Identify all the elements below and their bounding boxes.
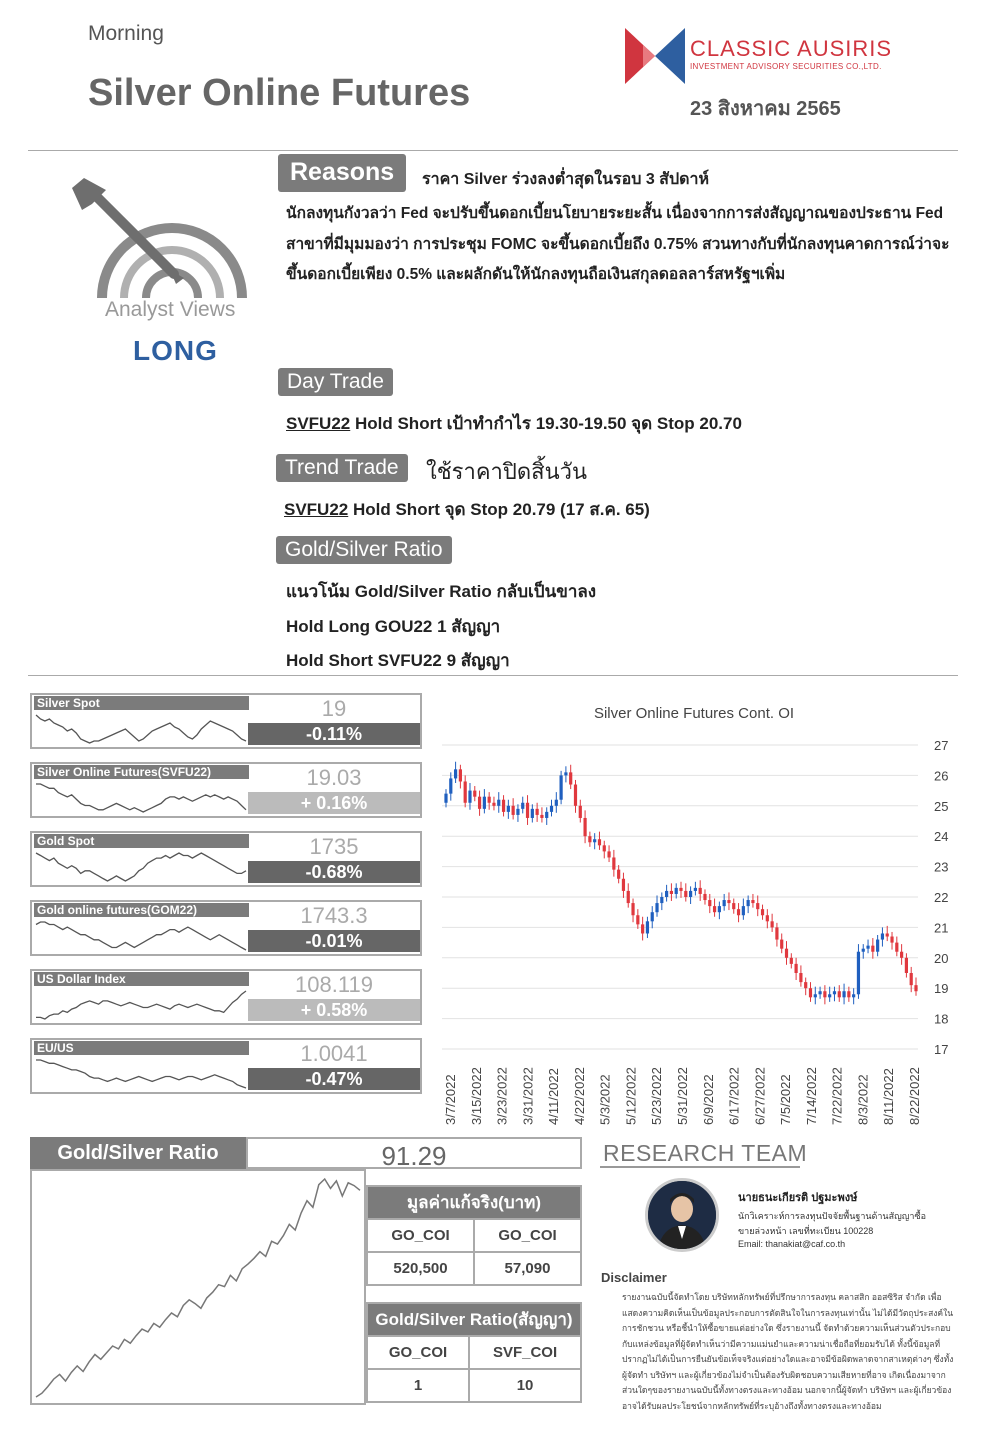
candle-body [454, 769, 457, 778]
disclaimer-line: การชักชวน หรือชี้นำให้ซื้อขายแต่อย่างใด ซึ่งรายงานนี้ จัดทำด้วยความเห็นส่วนตัวประกอบ [622, 1323, 951, 1333]
ticker-change: + 0.58% [248, 999, 420, 1021]
candle-body [617, 870, 620, 879]
candle-body [607, 851, 610, 857]
session-label: Morning [88, 22, 164, 45]
candle-body [512, 806, 515, 815]
y-tick-label: 17 [934, 1042, 949, 1057]
candle-body [536, 809, 539, 815]
candle-body [526, 803, 529, 818]
section-divider [28, 675, 958, 676]
candle-body [545, 812, 548, 818]
candle-body [560, 775, 563, 799]
candle-body [895, 943, 898, 952]
x-tick-label: 8/3/2022 [855, 1074, 871, 1125]
y-tick-label: 20 [934, 950, 949, 966]
disclaimer-line: กับแหล่งข้อมูลที่ผู้จัดทำเห็นว่ามีความแม่นยำและความน่าเชื่อถือที่ยอมรับได้ ทั้งนี้ข้อมูลที่ [622, 1338, 941, 1349]
research-team-title: RESEARCH TEAM [603, 1140, 808, 1166]
candle-body [785, 949, 788, 958]
candle-body [737, 909, 740, 915]
candle-body [838, 991, 841, 997]
ticker-price: 1.0041 [300, 1041, 368, 1066]
company-name: CLASSIC AUSIRIS [690, 36, 893, 61]
disclaimer-line: ปรากฏไม่ได้เป็นการยืนยันข้อเท็จจริงแต่อย่างใดและอาจมีข้อผิดพลาดจากสาเหตุต่างๆ ซึ่งทั้ง [622, 1354, 954, 1364]
candle-body [612, 857, 615, 869]
candle-body [516, 809, 519, 815]
candle-body [747, 900, 750, 906]
ticker-change: -0.01% [248, 930, 420, 952]
ticker-change: + 0.16% [248, 792, 420, 814]
ticker-sparkline [34, 918, 248, 954]
ticker-sparkline [34, 780, 248, 816]
x-tick-label: 8/22/2022 [907, 1067, 922, 1125]
candle-body [598, 839, 601, 845]
ratio-table-cell: 1 [367, 1369, 469, 1402]
candle-body [780, 940, 783, 949]
ticker-card [30, 1038, 422, 1094]
x-tick-label: 6/17/2022 [726, 1067, 742, 1125]
reasons-headline: ราคา Silver ร่วงลงต่ำสุดในรอบ 3 สัปดาห์ [422, 171, 710, 188]
value-table-header: GO_COI [474, 1219, 581, 1252]
candle-body [905, 958, 908, 973]
ticker-price: 19.03 [306, 765, 362, 790]
candle-body [886, 933, 889, 936]
candle-body [775, 927, 778, 939]
analyst-photo-icon [645, 1178, 719, 1252]
candle-body [890, 937, 893, 943]
y-tick-label: 23 [934, 859, 949, 875]
candle-body [588, 836, 591, 842]
y-tick-label: 18 [934, 1011, 949, 1027]
candle-body [732, 903, 735, 909]
candle-body [603, 845, 606, 851]
ticker-price: 19 [321, 696, 347, 721]
candle-body [555, 800, 558, 806]
ratio-table-header: GO_COI [367, 1336, 469, 1369]
day-trade-tag: Day Trade [278, 368, 393, 396]
candle-body [564, 772, 567, 775]
target-arrow-icon [62, 170, 252, 300]
y-tick-label: 27 [934, 738, 949, 753]
ticker-sparkline [34, 849, 248, 885]
candle-body [502, 800, 505, 812]
y-tick-label: 25 [934, 798, 949, 814]
ticker-card [30, 831, 422, 887]
candle-body [684, 891, 687, 897]
gold-silver-line: Hold Long GOU22 1 สัญญา [286, 617, 501, 636]
trend-trade-tag: Trend Trade [276, 454, 408, 482]
reason-line: ขึ้นดอกเบี้ยเพียง 0.5% และผลักดันให้นักลงทุนถือเงินสกุลดอลลาร์สหรัฐฯเพิ่ม [286, 266, 786, 283]
candle-body [636, 915, 639, 924]
trend-trade-symbol: SVFU22 [284, 500, 349, 519]
candle-body [914, 985, 917, 991]
ticker-price: 108.119 [295, 972, 373, 997]
candle-body [679, 888, 682, 891]
reason-line: นักลงทุนกังวลว่า Fed จะปรับขึ้นดอกเบี้ยนโยบายระยะสั้น เนื่องจากการส่งสัญญาณของประธาน Fed [286, 205, 944, 222]
ticker-card [30, 762, 422, 818]
candle-body [790, 958, 793, 964]
x-tick-label: 6/27/2022 [752, 1067, 768, 1125]
candle-body [818, 991, 821, 994]
candle-body [444, 794, 447, 803]
disclaimer-line: ส่วนใดๆของรายงานฉบับนี้ทั้งทางตรงและทางอ้อม นอกจากนี้ผู้จัดทำ บริษัทฯ และผู้เกี่ยวข้อง [622, 1385, 952, 1395]
candle-body [852, 994, 855, 997]
ticker-change: -0.68% [248, 861, 420, 883]
candle-body [814, 994, 817, 997]
candle-body [694, 888, 697, 891]
y-tick-label: 24 [934, 829, 949, 845]
disclaimer-line: ผู้จัดทำ บริษัทฯ และผู้เกี่ยวข้องไม่จำเป็นต้องรับผิดชอบความเสียหายที่อาจ เกิดเนื่องมาจาก [622, 1369, 946, 1380]
ticker-name: US Dollar Index [34, 972, 249, 986]
x-tick-label: 7/14/2022 [803, 1067, 819, 1125]
candle-body [550, 806, 553, 812]
value-table-header: GO_COI [367, 1219, 474, 1252]
y-tick-label: 22 [934, 890, 949, 905]
disclaimer-line: อาจได้รับผลประโยชน์จากหลักทรัพย์ที่ระบุอ้างถึงทั้งทางตรงและทางอ้อม [622, 1400, 882, 1411]
gsr-value: 91.29 [246, 1137, 582, 1169]
candle-body [799, 973, 802, 982]
candle-body [492, 803, 495, 806]
candle-body [876, 940, 879, 952]
candle-body [531, 809, 534, 818]
x-tick-label: 5/23/2022 [649, 1067, 665, 1125]
candle-body [809, 988, 812, 997]
ratio-table [366, 1302, 582, 1403]
silver-oi-chart [428, 695, 958, 1135]
candle-body [646, 921, 649, 933]
ticker-sparkline [34, 987, 248, 1023]
candle-body [766, 915, 769, 921]
candle-body [761, 909, 764, 915]
value-table-title: มูลค่าแก้จริง(บาท) [367, 1186, 581, 1219]
ticker-change: -0.11% [248, 723, 420, 745]
ticker-price: 1735 [309, 834, 359, 859]
x-tick-label: 8/11/2022 [881, 1068, 897, 1125]
trend-trade-line [284, 496, 650, 523]
candle-body [622, 879, 625, 891]
candle-body [579, 806, 582, 818]
ticker-name: Silver Spot [34, 696, 249, 710]
value-table [366, 1185, 582, 1286]
candle-body [583, 818, 586, 836]
disclaimer-line: รายงานฉบับนี้จัดทำโดย บริษัทหลักทรัพย์ที่ปรึกษาการลงทุน คลาสสิก ออสซิริส จำกัด เพื่อ [622, 1292, 942, 1302]
candle-body [473, 791, 476, 797]
ratio-table-cell: 10 [469, 1369, 581, 1402]
candle-body [675, 888, 678, 894]
candle-body [862, 949, 865, 952]
candle-body [751, 900, 754, 903]
candle-body [468, 791, 471, 803]
ticker-name: Gold Spot [34, 834, 249, 848]
candle-body [689, 891, 692, 897]
x-tick-label: 3/31/2022 [520, 1067, 536, 1125]
y-tick-label: 21 [934, 920, 949, 936]
candle-body [665, 891, 668, 897]
candle-body [670, 891, 673, 894]
reasons-tag: Reasons [278, 154, 406, 192]
trend-trade-text: Hold Short จุด Stop 20.79 (17 ส.ค. 65) [348, 500, 650, 519]
ticker-name: Gold online futures(GOM22) [34, 903, 249, 917]
sparkline-path [36, 715, 246, 743]
x-tick-label: 6/9/2022 [700, 1074, 716, 1125]
sparkline-path [36, 853, 246, 881]
candle-body [866, 946, 869, 949]
ticker-name: Silver Online Futures(SVFU22) [34, 765, 249, 779]
x-tick-label: 5/3/2022 [597, 1074, 613, 1125]
candle-body [823, 991, 826, 997]
candle-body [488, 797, 491, 803]
ticker-price: 1743.3 [300, 903, 368, 928]
candle-body [569, 772, 572, 784]
candle-body [833, 991, 836, 994]
classic-ausiris-logo-icon [625, 28, 685, 84]
ticker-sparkline [34, 1056, 248, 1092]
x-tick-label: 7/5/2022 [778, 1074, 794, 1125]
analyst-name: นายธนะเกียรติ ปฐมะพงษ์ [738, 1192, 858, 1204]
ticker-name: EU/US [34, 1041, 249, 1055]
ticker-card [30, 693, 422, 749]
candle-body [540, 815, 543, 818]
gold-silver-line: Hold Short SVFU22 9 สัญญา [286, 651, 510, 670]
candle-body [713, 906, 716, 912]
candle-body [847, 991, 850, 997]
candle-body [497, 800, 500, 806]
day-trade-line [286, 410, 742, 437]
sparkline-path [36, 991, 246, 1019]
candle-body [756, 903, 759, 909]
candle-body [483, 797, 486, 809]
candle-body [718, 906, 721, 912]
candle-body [795, 964, 798, 973]
disclaimer-line: แสดงความคิดเห็นเป็นข้อมูลประกอบการตัดสินใจในการลงทุนเท่านั้น ไม่ได้มีวัตถุประสงค์ใน [622, 1307, 954, 1318]
x-tick-label: 4/11/2022 [546, 1068, 562, 1125]
day-trade-text: Hold Short เป้าทำกำไร 19.30-19.50 จุด Stop 20.70 [350, 414, 742, 433]
ticker-card [30, 900, 422, 956]
sparkline-path [36, 784, 246, 812]
disclaimer-title: Disclaimer [601, 1270, 667, 1285]
candle-body [655, 903, 658, 912]
analyst-email: Email: thanakiat@caf.co.th [738, 1239, 846, 1249]
candle-body [703, 894, 706, 900]
candle-body [660, 897, 663, 903]
gold-silver-line: แนวโน้ม Gold/Silver Ratio กลับเป็นขาลง [286, 582, 597, 601]
x-tick-label: 3/15/2022 [468, 1067, 484, 1125]
candle-body [449, 778, 452, 793]
candle-body [910, 973, 913, 985]
ratio-table-header: SVF_COI [469, 1336, 581, 1369]
page-title: Silver Online Futures [88, 72, 471, 114]
sparkline-path [36, 1060, 246, 1088]
candle-body [900, 952, 903, 958]
candle-body [871, 946, 874, 952]
analyst-info-line: นักวิเคราะห์การลงทุนปัจจัยพื้นฐานด้านสัญญาซื้อ [738, 1211, 926, 1221]
candle-body [828, 994, 831, 997]
candle-body [627, 891, 630, 903]
value-table-cell: 520,500 [367, 1252, 474, 1285]
chart-title: Silver Online Futures Cont. OI [593, 705, 795, 722]
ticker-change: -0.47% [248, 1068, 420, 1090]
candle-body [804, 982, 807, 988]
y-tick-label: 26 [934, 768, 949, 784]
header-divider [28, 150, 958, 151]
ticker-sparkline [34, 711, 248, 747]
ticker-card [30, 969, 422, 1025]
reason-line: สาขาที่มีมุมมองว่า การประชุม FOMC จะขึ้นดอกเบี้ยถึง 0.75% สวนทางกับที่นักลงทุนคาดการณ์ว่าจะ [286, 236, 950, 253]
candle-body [857, 952, 860, 995]
candle-body [507, 806, 510, 812]
gsr-line-chart [30, 1169, 366, 1405]
x-tick-label: 3/23/2022 [494, 1067, 510, 1125]
candle-body [651, 912, 654, 921]
candle-body [593, 839, 596, 842]
sparkline-path [36, 922, 246, 950]
candle-body [771, 921, 774, 927]
x-tick-label: 5/12/2022 [623, 1067, 639, 1125]
gsr-series-line [36, 1179, 360, 1397]
candle-body [699, 888, 702, 894]
day-trade-symbol: SVFU22 [286, 414, 351, 433]
report-date: 23 สิงหาคม 2565 [690, 98, 841, 120]
candle-body [641, 924, 644, 933]
analyst-view-value: LONG [133, 335, 218, 366]
candle-body [464, 781, 467, 802]
gsr-chart-title: Gold/Silver Ratio [30, 1137, 246, 1169]
x-tick-label: 4/22/2022 [571, 1067, 587, 1125]
candle-body [742, 906, 745, 915]
x-tick-label: 7/22/2022 [829, 1067, 845, 1125]
candle-body [881, 933, 884, 939]
x-tick-label: 5/31/2022 [675, 1067, 690, 1125]
gold-silver-tag: Gold/Silver Ratio [276, 536, 452, 564]
candle-body [521, 803, 524, 809]
y-tick-label: 19 [934, 981, 949, 997]
company-subtitle: INVESTMENT ADVISORY SECURITIES CO.,LTD. [690, 62, 882, 71]
candle-body [708, 900, 711, 906]
research-underline [600, 1166, 800, 1168]
candle-body [727, 900, 730, 903]
value-table-cell: 57,090 [474, 1252, 581, 1285]
candle-body [478, 797, 481, 809]
analyst-views-caption: Analyst Views [105, 298, 236, 321]
candle-body [842, 991, 845, 997]
trend-trade-note: ใช้ราคาปิดสิ้นวัน [426, 459, 588, 484]
x-tick-label: 3/7/2022 [443, 1074, 458, 1125]
candle-body [574, 785, 577, 806]
candle-body [631, 903, 634, 915]
candle-body [459, 769, 462, 781]
analyst-info-line: ขายล่วงหน้า เลขที่ทะเบียน 100228 [738, 1226, 874, 1236]
candle-body [723, 900, 726, 906]
ratio-table-title: Gold/Silver Ratio(สัญญา) [367, 1303, 581, 1336]
